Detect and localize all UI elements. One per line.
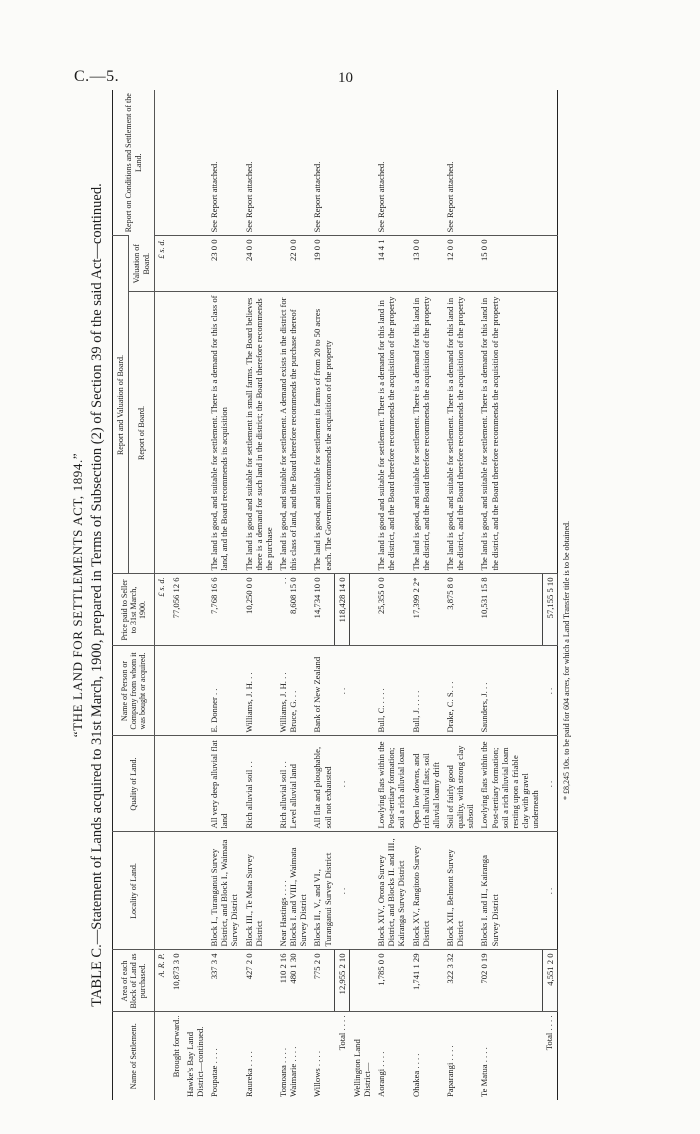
cell-price: 7,768 16 6 — [207, 574, 241, 646]
footnote: * £8,245 10s. to be paid for 604 acres, for which a Land Transfer title is to be obtained. — [561, 520, 571, 800]
cell-report: The land is good, and suitable for settlement. There is a demand for this land in the district, and the Board therefore recommends the acquisition of the property — [409, 292, 443, 574]
cell-conditions: See Report attached. — [243, 161, 254, 233]
cell-area: 1,785 0 0 — [374, 950, 408, 1012]
cell-locality: Block XII., Belmont Survey District — [443, 832, 477, 950]
table-row — [477, 90, 542, 1100]
cell-conditions — [409, 90, 443, 236]
cell-price: 10,531 15 8 — [477, 574, 542, 646]
cell-area: 337 3 4 — [207, 950, 241, 1012]
cell-name: Poupatae . . . . — [207, 1012, 241, 1100]
group-empty — [350, 736, 374, 832]
page-number: 10 — [338, 70, 353, 86]
cell-area: 427 2 0 — [242, 950, 276, 1012]
cell-conditions: See Report attached. — [376, 161, 387, 233]
cell-locality: Near Hastings . . . . Blocks I. and VIII., Waimata Survey District — [276, 832, 310, 950]
table-row — [409, 90, 443, 1100]
cell-price: 25,355 0 0 — [374, 574, 408, 646]
cell-quality: Lowlying flats within the Post-tertiary formation; soil a rich alluvial loam resting upon a friable clay with gravel underneath — [477, 736, 542, 832]
cell-area: 110 2 16 480 1 30 — [276, 950, 310, 1012]
cell-valuation: 13 0 0 — [409, 236, 443, 292]
header-locality: Locality of Land. — [113, 832, 155, 950]
cell-conditions — [477, 90, 542, 236]
cell-conditions: See Report attached. — [444, 161, 455, 233]
cell-vendor: Bull, J. . . . . — [409, 646, 443, 736]
brought-forward-row — [169, 90, 183, 1100]
cell-locality: Block III., Te Mata Survey District — [242, 832, 276, 950]
total-locality: . . — [335, 832, 350, 950]
cell-valuation: 22 0 0 — [276, 236, 310, 292]
group-empty — [350, 574, 374, 646]
cell-name: Paparangi . . . . — [443, 1012, 477, 1100]
header-conditions: Report on Conditions and Settlement of the Land. — [113, 90, 155, 236]
cell-price: 17,399 2 2* — [409, 574, 443, 646]
cell-vendor: Drake, C. S. . . — [443, 646, 477, 736]
total-area: 4,551 2 0 — [542, 950, 557, 1012]
total-locality: . . — [542, 832, 557, 950]
group-empty — [350, 292, 374, 574]
units-price: £ s. d. — [155, 574, 169, 646]
total-row-wellington — [542, 90, 557, 1100]
brought-forward-area: 10,873 3 0 — [169, 950, 183, 1012]
cell-valuation: 19 0 0 — [310, 236, 334, 292]
total-empty — [335, 90, 350, 236]
cell-conditions: See Report attached. — [209, 161, 220, 233]
cell-name: Tomoana . . . . Waimarie . . . . — [276, 1012, 310, 1100]
cell-price: 3,875 8 0 — [443, 574, 477, 646]
table-row — [310, 90, 334, 1100]
header-area: Area of each Block of Land as purchased. — [113, 950, 155, 1012]
cell-price: 10,250 0 0 — [242, 574, 276, 646]
total-empty — [335, 236, 350, 292]
header-quality: Quality of Land. — [113, 736, 155, 832]
group-row-hawkes-bay — [183, 90, 207, 1100]
group-empty — [350, 950, 374, 1012]
table-row — [443, 90, 477, 1100]
total-vendor: . . — [542, 646, 557, 736]
total-empty — [542, 90, 557, 236]
brought-forward-price: 77,056 12 6 — [169, 574, 183, 646]
cell-quality: All flat and ploughable, soil not exhausted — [310, 736, 334, 832]
cell-valuation: 12 0 0 — [443, 236, 477, 292]
table-row — [207, 90, 241, 1100]
cell-conditions — [276, 90, 310, 236]
total-vendor: . . — [335, 646, 350, 736]
brought-forward-label: Brought forward.. — [169, 1012, 183, 1100]
header-price: Price paid to Seller to 31st March, 1900. — [113, 574, 155, 646]
cell-quality: Rich alluvial soil . . Level alluvial land — [276, 736, 310, 832]
total-empty — [542, 236, 557, 292]
rotated-table-region — [70, 90, 690, 1100]
group-label: Hawke's Bay Land District—continued. — [183, 1012, 207, 1100]
cell-name: Raureka . . . . — [242, 1012, 276, 1100]
group-empty — [350, 90, 374, 236]
cell-vendor: Saunders, J. . . — [477, 646, 542, 736]
cell-valuation: 14 4 1 — [374, 236, 408, 292]
cell-report: The land is good, and suitable for settlement. There is a demand for this land in the district, and the Board therefore recommends the acquisition of the property — [443, 292, 477, 574]
cell-vendor: Bull, C. . . . . — [374, 646, 408, 736]
units-area: A. R. P. — [155, 950, 169, 1012]
header-vendor: Name of Person or Company from whom it was bought or acquired. — [113, 646, 155, 736]
total-price: 57,155 5 10 — [542, 574, 557, 646]
cell-quality: Lowlying flats within the Post-tertiary formation; soil a rich alluvial loam — [374, 736, 408, 832]
cell-valuation: 15 0 0 — [477, 236, 542, 292]
cell-report: The land is good, and suitable for settlement. There is a demand for this land in the district, and the Board therefore recommends the acquisition of the property — [477, 292, 542, 574]
cell-report: The land is good, and suitable for settlement. There is a demand for this class of land, and the Board recommends its acquisition — [207, 292, 241, 574]
cell-quality: All very deep alluvial flat land — [207, 736, 241, 832]
cell-quality: Rich alluvial soil . . — [242, 736, 276, 832]
cell-conditions: See Report attached. — [312, 161, 323, 233]
cell-vendor: Williams, J. H. . . Bruce, G. . . — [276, 646, 310, 736]
cell-price: 14,734 10 0 — [310, 574, 334, 646]
cell-quality: Open low downs, and rich alluvial flats; soil alluvial loamy drift — [409, 736, 443, 832]
cell-area: 775 2 0 — [310, 950, 334, 1012]
table-body — [155, 90, 558, 1100]
group-label: Wellington Land District— — [350, 1012, 374, 1100]
header-board-group: Report and Valuation of Board. — [113, 236, 129, 574]
total-area: 12,955 2 10 — [335, 950, 350, 1012]
cell-valuation: 24 0 0 — [242, 236, 276, 292]
cell-locality: Blocks I. and II., Kairanga Survey District — [477, 832, 542, 950]
total-label: Total . . . . — [542, 1012, 557, 1100]
cell-area: 702 0 19 — [477, 950, 542, 1012]
total-empty — [335, 292, 350, 574]
total-row-hawkes-bay — [335, 90, 350, 1100]
cell-quality: Soil of fairly good quality, with strong clay subsoil — [443, 736, 477, 832]
cell-locality: Block XV., Rangitoto Survey District — [409, 832, 443, 950]
header-settlement: Name of Settlement. — [113, 1012, 155, 1100]
cell-name: Te Matua . . . . — [477, 1012, 542, 1100]
total-quality: . . — [542, 736, 557, 832]
table-row — [276, 90, 310, 1100]
total-price: 118,428 14 0 — [335, 574, 350, 646]
header-report: Report of Board. — [129, 292, 155, 574]
cell-valuation: 23 0 0 — [207, 236, 241, 292]
cell-area: 322 3 32 — [443, 950, 477, 1012]
document-code: C.—5. — [74, 68, 120, 85]
header-row — [113, 90, 129, 1100]
total-label: Total . . . . — [335, 1012, 350, 1100]
table-row — [242, 90, 276, 1100]
total-empty — [542, 292, 557, 574]
act-title: “THE LAND FOR SETTLEMENTS ACT, 1894.” — [70, 452, 85, 738]
table-title: TABLE C.—Statement of Lands acquired to 31st March, 1900, prepared in Terms of Subsection (2) of Section 39 of the said Act—continued. — [89, 183, 105, 1007]
group-empty — [350, 236, 374, 292]
titles — [70, 90, 106, 1100]
cell-name: Willows . . . . — [310, 1012, 334, 1100]
group-row-wellington — [350, 90, 374, 1100]
cell-vendor: Williams, J. H. . . — [242, 646, 276, 736]
cell-locality: Block XIV., Orona Survey District, and Blocks II. and III., Kairanga Survey District — [374, 832, 408, 950]
units-valuation: £ s. d. — [155, 236, 169, 292]
table-row — [374, 90, 408, 1100]
cell-report: The land is good and suitable for settlement. There is a demand for this land in the district, and the Board therefore recommends the acquisition of the property — [374, 292, 408, 574]
cell-locality: Blocks II., V., and VI., Turanganui Survey District — [310, 832, 334, 950]
cell-locality: Block I., Turanganui Survey District, and Block I., Waimata Survey District — [207, 832, 241, 950]
statement-table — [112, 90, 558, 1100]
total-quality: . . — [335, 736, 350, 832]
cell-name: Ohakea . . . . — [409, 1012, 443, 1100]
cell-vendor: Bank of New Zealand — [310, 646, 334, 736]
cell-name: Aorangi . . . . — [374, 1012, 408, 1100]
group-empty — [350, 832, 374, 950]
group-empty — [350, 646, 374, 736]
cell-price: . . 8,608 15 0 — [276, 574, 310, 646]
cell-area: 1,741 1 29 — [409, 950, 443, 1012]
cell-report: The land is good, and suitable for settlement. A demand exists in the district for this class of land, and the Board therefore recommends the purchase thereof — [276, 292, 310, 574]
cell-report: The land is good and suitable for settlement in small farms. The Board believes there is a demand for such land in the district; the Board therefore recommends the purchase — [242, 292, 276, 574]
header-valuation: Valuation of Board. — [129, 236, 155, 292]
units-row — [155, 90, 169, 1100]
cell-report: The land is good, and suitable for settlement in farms of from 20 to 50 acres each. The Government recommends the acquisition of the property — [310, 292, 334, 574]
cell-vendor: E. Donner . . — [207, 646, 241, 736]
